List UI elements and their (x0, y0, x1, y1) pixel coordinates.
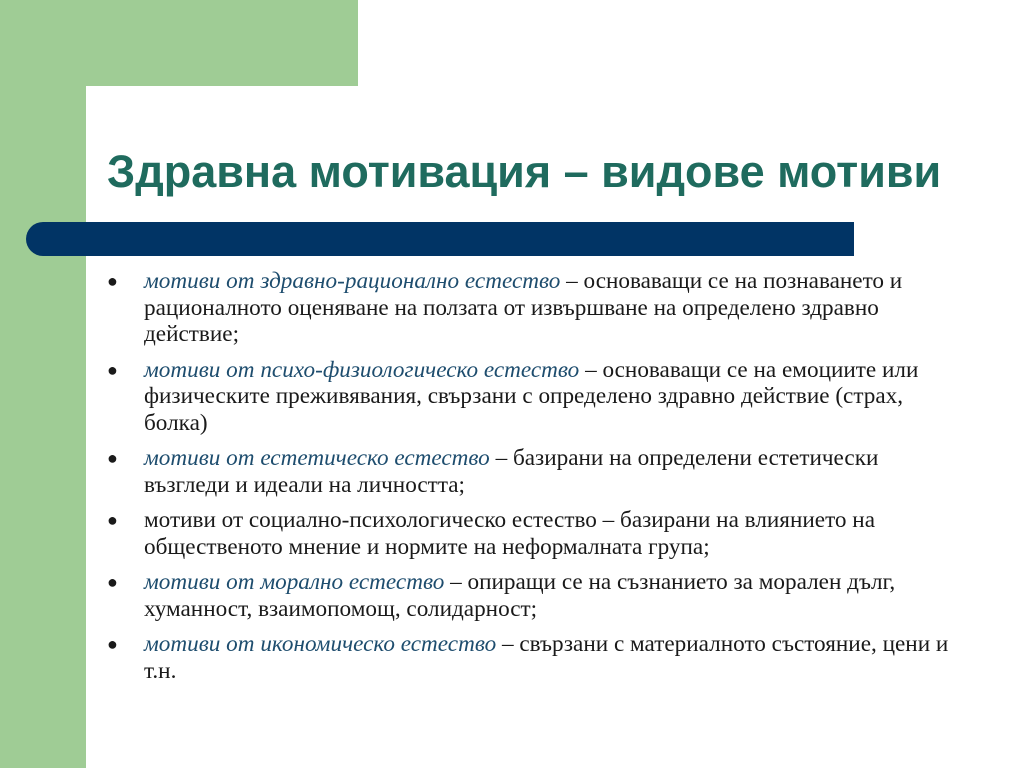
list-item (107, 268, 957, 348)
top-green-block (0, 0, 358, 86)
bullet-icon: ● (107, 510, 118, 530)
motive-term: мотиви от здравно-рационално естество (144, 268, 561, 294)
bullet-icon: ● (107, 572, 118, 592)
bullet-icon: ● (107, 448, 118, 468)
list-item (107, 569, 957, 622)
left-green-band (0, 0, 86, 768)
motive-description: – основаващи се на емоциите или физическите преживявания, свързани с определено здравно действие (страх, болка) (144, 356, 919, 436)
title-rule-bar (26, 222, 854, 256)
bullet-icon: ● (107, 271, 118, 291)
motive-term: мотиви от психо-физиологическо естество (144, 356, 580, 383)
motive-description: – свързани с материалното състояние, цени и т.н. (144, 631, 949, 684)
motive-description: мотиви от социално-психологическо естество – базирани на влиянието на общественото мнение и нормите на неформалната група; (144, 507, 875, 560)
list-item (107, 445, 957, 498)
slide-title: Здравна мотивация – видове мотиви (107, 146, 942, 197)
list-item (107, 507, 957, 560)
motive-description: – основаващи се на познаването и рационалното оценяване на ползата от извършване на определено здравно действие; (144, 268, 903, 347)
motive-term: мотиви от морално естество (144, 569, 445, 595)
motive-description: – опиращи се на съзнанието за морален дълг, хуманност, взаимопомощ, солидарност; (144, 569, 896, 622)
list-item (107, 631, 957, 684)
bullet-icon: ● (107, 634, 118, 654)
motive-list (107, 268, 957, 693)
list-item (107, 357, 957, 437)
motive-description: – базирани на определени естетически възгледи и идеали на личността; (144, 445, 879, 498)
motive-term: мотиви от естетическо естество (144, 445, 490, 471)
bullet-icon: ● (107, 359, 118, 380)
motive-term: мотиви от икономическо естество (144, 631, 497, 657)
